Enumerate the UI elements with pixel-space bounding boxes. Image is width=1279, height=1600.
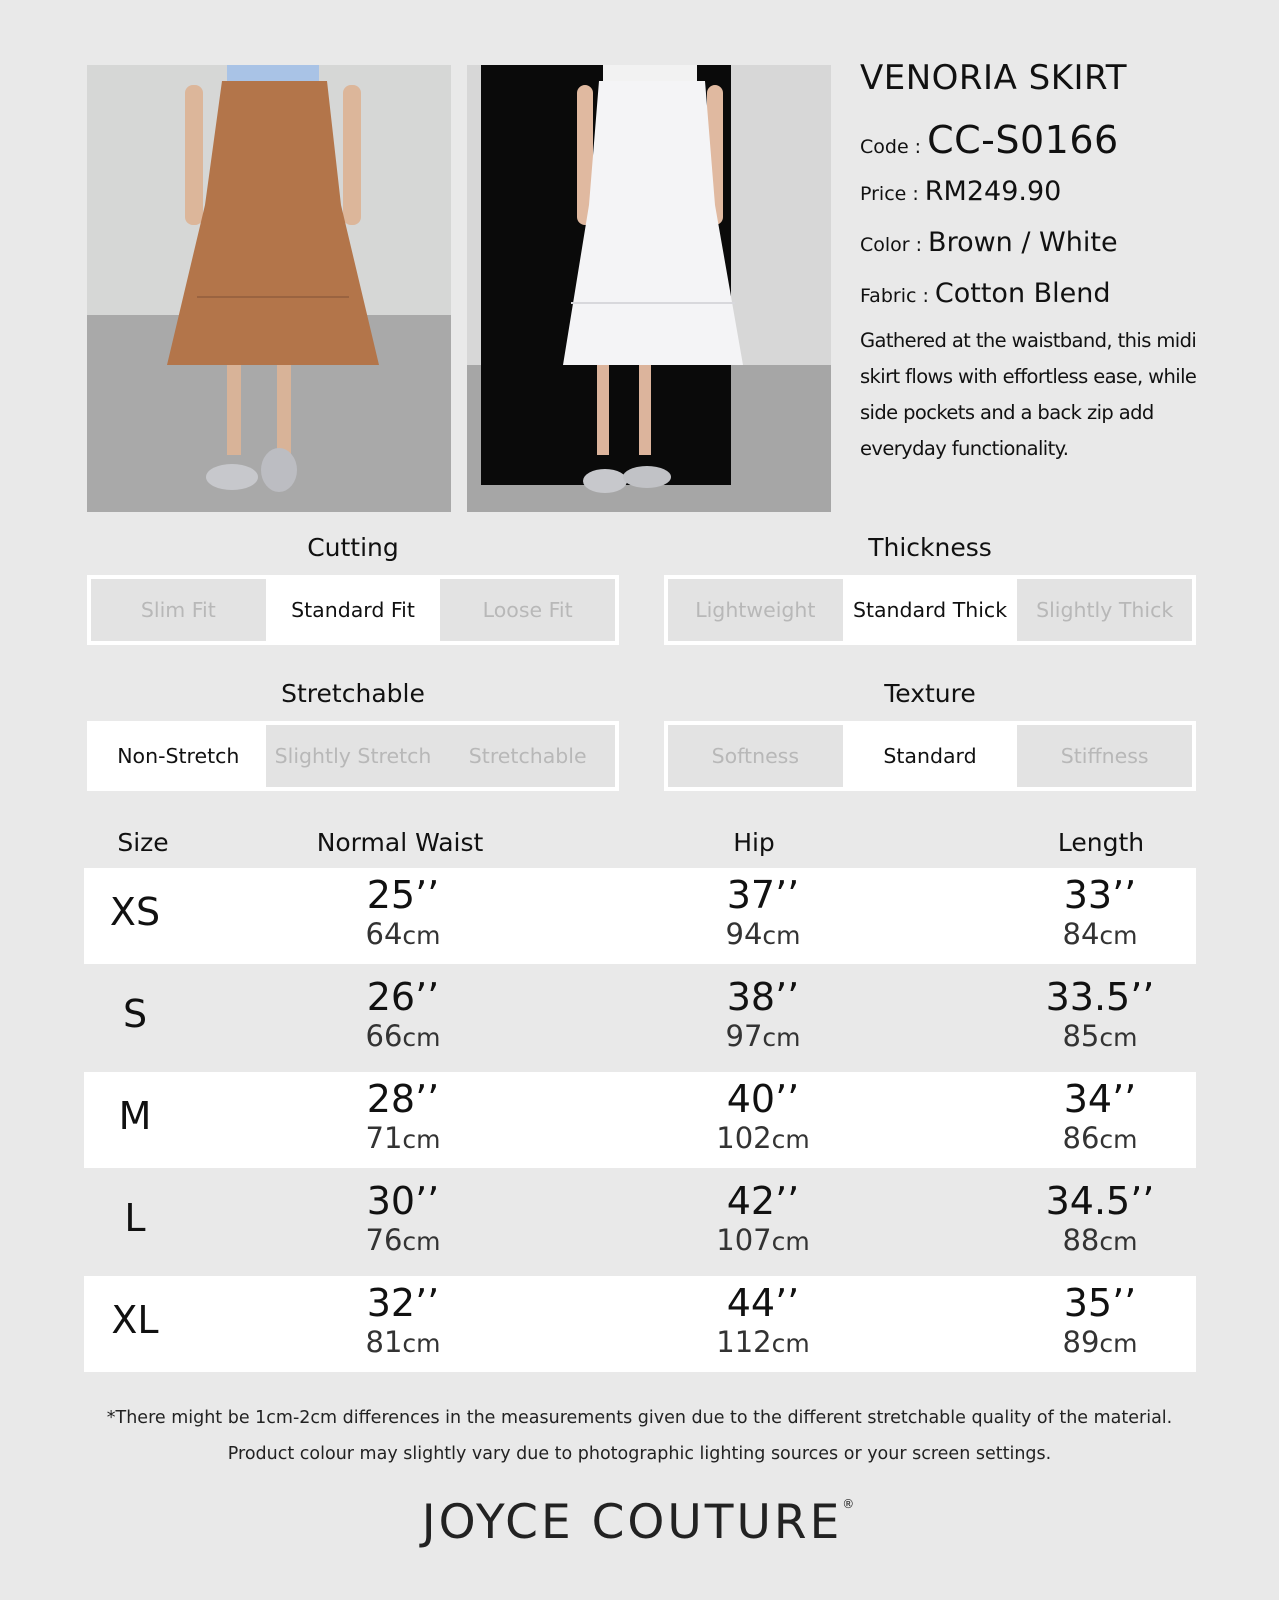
header-size: Size [117, 828, 169, 857]
price-row [860, 176, 1210, 207]
length-centimeters [1046, 1222, 1155, 1260]
cm-unit: cm [1099, 1227, 1138, 1256]
cm-unit: cm [762, 921, 801, 950]
cm-unit: cm [402, 1329, 441, 1358]
hip-centimeters [716, 1120, 809, 1158]
hip-inches: 44’’ [726, 1281, 800, 1325]
option-slim-fit: Slim Fit [140, 598, 216, 622]
waist-centimeters [365, 1324, 440, 1362]
option-standard-thick: Standard Thick [843, 579, 1018, 641]
product-fabric: Cotton Blend [934, 278, 1111, 309]
waist-centimeters [365, 1222, 440, 1260]
hip-cell [725, 874, 800, 954]
header-length: Length [1057, 828, 1145, 857]
product-info [860, 58, 1210, 467]
waist-cell [365, 874, 440, 954]
waist-cm-value: 66 [365, 1019, 403, 1053]
length-cell [1046, 1180, 1155, 1260]
product-photo-brown [87, 65, 451, 512]
length-cell [1046, 976, 1155, 1056]
table-row [84, 1174, 1196, 1270]
hip-cm-value: 102 [716, 1121, 772, 1155]
hip-centimeters [716, 1222, 809, 1260]
price-label: Price : [860, 183, 919, 205]
length-cm-value: 84 [1062, 917, 1100, 951]
waist-cm-value: 71 [365, 1121, 403, 1155]
attribute-options [664, 575, 1196, 645]
waist-cm-value: 76 [365, 1223, 403, 1257]
attribute-title: Texture [884, 679, 976, 708]
fabric-label: Fabric : [860, 285, 929, 307]
measurement-note: *There might be 1cm-2cm differences in the measurements given due to the different stretchable quality of the material. [106, 1408, 1173, 1428]
attribute-title: Stretchable [281, 679, 425, 708]
hip-centimeters [725, 1018, 800, 1056]
length-cm-value: 86 [1062, 1121, 1100, 1155]
brand-logo [0, 1495, 1279, 1550]
length-inches: 34’’ [1063, 1077, 1137, 1121]
color-row [860, 227, 1210, 258]
colour-note: Product colour may slightly vary due to photographic lighting sources or your screen settings. [227, 1444, 1052, 1464]
size-cell: XL [111, 1298, 159, 1342]
length-cm-value: 85 [1062, 1019, 1100, 1053]
size-table [84, 820, 1196, 1378]
option-slightly-thick: Slightly Thick [1036, 598, 1174, 622]
waist-cm-value: 64 [365, 917, 403, 951]
option-slightly-stretch: Slightly Stretch [274, 744, 432, 768]
waist-cell [365, 1282, 440, 1362]
hip-inches: 37’’ [726, 873, 800, 917]
cm-unit: cm [1099, 1023, 1138, 1052]
registered-mark: ® [842, 1497, 858, 1511]
hip-inches: 42’’ [726, 1179, 800, 1223]
cm-unit: cm [771, 1227, 810, 1256]
length-inches: 33.5’’ [1045, 975, 1155, 1019]
attribute-options [87, 721, 619, 791]
hip-cm-value: 94 [725, 917, 763, 951]
length-centimeters [1062, 1120, 1137, 1158]
product-title: VENORIA SKIRT [860, 58, 1127, 98]
option-standard-fit: Standard Fit [266, 579, 441, 641]
table-row [84, 1072, 1196, 1168]
table-row [84, 970, 1196, 1066]
length-inches: 33’’ [1063, 873, 1137, 917]
fabric-row [860, 278, 1210, 309]
length-cell [1062, 1282, 1137, 1362]
waist-inches: 30’’ [366, 1179, 440, 1223]
option-non-stretch: Non-Stretch [91, 725, 266, 787]
product-description: Gathered at the waistband, this midi skirt flows with effortless ease, while side pockets and a back zip add everyday functionality. [860, 329, 1197, 460]
hip-cm-value: 107 [716, 1223, 772, 1257]
option-standard: Standard [843, 725, 1018, 787]
length-centimeters [1046, 1018, 1155, 1056]
size-cell: S [122, 992, 148, 1036]
size-cell: L [124, 1196, 146, 1240]
cm-unit: cm [402, 921, 441, 950]
attribute-title: Cutting [307, 533, 399, 562]
attribute-stretchable [87, 679, 619, 791]
length-cell [1062, 1078, 1137, 1158]
option-lightweight: Lightweight [695, 598, 816, 622]
product-photo-white [467, 65, 831, 512]
code-row [860, 118, 1210, 162]
cm-unit: cm [771, 1125, 810, 1154]
hip-centimeters [725, 916, 800, 954]
table-row [84, 1276, 1196, 1372]
attribute-title: Thickness [868, 533, 992, 562]
attribute-options [87, 575, 619, 645]
product-color: Brown / White [928, 227, 1118, 258]
waist-inches: 26’’ [366, 975, 440, 1019]
table-row [84, 868, 1196, 964]
size-table-header [84, 820, 1196, 868]
option-softness: Softness [711, 744, 800, 768]
brand-name: JOYCE COUTURE [421, 1495, 843, 1550]
attribute-options [664, 721, 1196, 791]
option-stiffness: Stiffness [1060, 744, 1149, 768]
hip-cell [725, 976, 800, 1056]
waist-inches: 25’’ [366, 873, 440, 917]
attribute-thickness [664, 533, 1196, 645]
code-label: Code : [860, 136, 922, 158]
cm-unit: cm [771, 1329, 810, 1358]
option-stretchable: Stretchable [468, 744, 587, 768]
waist-centimeters [365, 1120, 440, 1158]
hip-inches: 40’’ [726, 1077, 800, 1121]
hip-cm-value: 112 [716, 1325, 772, 1359]
hip-cell [716, 1282, 809, 1362]
length-cell [1062, 874, 1137, 954]
product-price: RM249.90 [924, 176, 1062, 207]
length-centimeters [1062, 916, 1137, 954]
header-hip: Hip [733, 828, 775, 857]
length-cm-value: 89 [1062, 1325, 1100, 1359]
product-code: CC-S0166 [927, 118, 1119, 162]
attribute-texture [664, 679, 1196, 791]
header-normal-waist: Normal Waist [316, 828, 484, 857]
waist-inches: 28’’ [366, 1077, 440, 1121]
cm-unit: cm [1099, 1329, 1138, 1358]
length-cm-value: 88 [1062, 1223, 1100, 1257]
hip-cell [716, 1078, 809, 1158]
waist-centimeters [365, 1018, 440, 1056]
cm-unit: cm [1099, 1125, 1138, 1154]
hip-cm-value: 97 [725, 1019, 763, 1053]
length-inches: 34.5’’ [1045, 1179, 1155, 1223]
cm-unit: cm [402, 1125, 441, 1154]
length-centimeters [1062, 1324, 1137, 1362]
hip-centimeters [716, 1324, 809, 1362]
size-table-body [84, 868, 1196, 1372]
hip-cell [716, 1180, 809, 1260]
cm-unit: cm [402, 1227, 441, 1256]
length-inches: 35’’ [1063, 1281, 1137, 1325]
waist-cell [365, 1078, 440, 1158]
color-label: Color : [860, 234, 923, 256]
cm-unit: cm [402, 1023, 441, 1052]
waist-cell [365, 1180, 440, 1260]
cm-unit: cm [762, 1023, 801, 1052]
waist-centimeters [365, 916, 440, 954]
waist-cm-value: 81 [365, 1325, 403, 1359]
waist-cell [365, 976, 440, 1056]
attribute-cutting [87, 533, 619, 645]
cm-unit: cm [1099, 921, 1138, 950]
size-cell: XS [109, 890, 161, 934]
hip-inches: 38’’ [726, 975, 800, 1019]
waist-inches: 32’’ [366, 1281, 440, 1325]
option-loose-fit: Loose Fit [482, 598, 573, 622]
size-cell: M [118, 1094, 152, 1138]
